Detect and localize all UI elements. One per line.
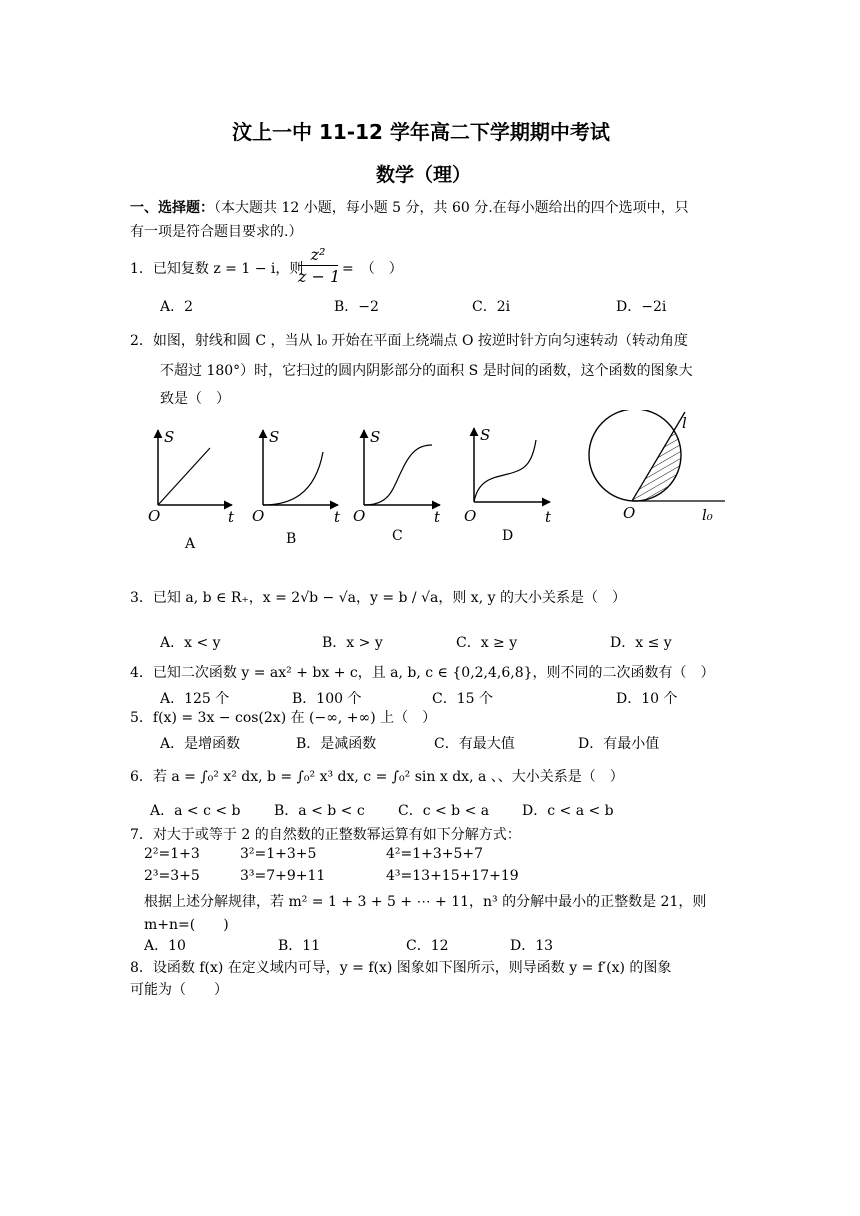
graph-c-axis-x: t [434, 508, 441, 526]
q2-line1: 2．如图，射线和圆 C ，当从 l₀ 开始在平面上绕端点 O 按逆时针方向匀速转动（转动角度 [130, 333, 688, 349]
q1-frac-den: z − 1 [298, 267, 341, 286]
q7-option-a: A．10 [144, 938, 186, 954]
circle-ray-label: l [682, 414, 687, 432]
q1-frac-num: z² [298, 245, 338, 266]
q8-line1: 8．设函数 f(x) 在定义域内可导，y = f(x) 图象如下图所示，则导函数 y = f′(x) 的图象 [130, 960, 672, 976]
q4-option-c: C．15 个 [432, 691, 493, 707]
graph-a-origin: O [148, 507, 161, 525]
graph-a-axis-x: t [228, 508, 235, 526]
graph-a [148, 428, 235, 552]
graph-a-axis-y: S [164, 428, 175, 446]
q3-option-b: B．x > y [322, 635, 383, 651]
q4-option-a: A．125 个 [160, 691, 230, 707]
graph-c [353, 428, 441, 544]
q1-stem-text: 1．已知复数 z = 1 − i，则 [130, 261, 304, 277]
graph-d-origin: O [464, 507, 477, 525]
graph-d-axis-x: t [545, 508, 552, 526]
q7-row1-col1: 2²=1+3 [144, 846, 200, 862]
q7-row1-col3: 4²=1+3+5+7 [386, 846, 484, 862]
q5-stem: 5．f(x) = 3x − cos(2x) 在 (−∞, +∞) 上（ ） [130, 710, 437, 726]
q5-option-a: A．是增函数 [160, 736, 241, 752]
graph-b-origin: O [252, 507, 265, 525]
q7-row2-col1: 2³=3+5 [144, 868, 200, 884]
q7-row2-col2: 3³=7+9+11 [240, 868, 326, 884]
graph-c-origin: O [353, 507, 366, 525]
q1-tail: = （ ） [342, 261, 403, 277]
q5-option-d: D．有最小值 [578, 736, 660, 752]
q2-figure [140, 410, 740, 555]
graph-b-axis-y: S [269, 428, 280, 446]
section-intro-line1: （本大题共 12 小题，每小题 5 分，共 60 分.在每小题给出的四个选项中，只 [214, 200, 689, 216]
q3-option-d: D．x ≤ y [610, 635, 672, 651]
graph-b-axis-x: t [334, 508, 341, 526]
q7-option-b: B．11 [278, 938, 321, 954]
circle-figure [589, 410, 740, 530]
q3-option-a: A．x < y [160, 635, 221, 651]
q1-option-a: A．2 [160, 299, 194, 315]
q1-stem [130, 258, 303, 278]
q2-line3: 致是（ ） [160, 391, 230, 407]
q8-line2: 可能为（ ） [130, 982, 228, 998]
circle-origin: O [623, 504, 636, 522]
q7-option-d: D．13 [510, 938, 554, 954]
q6-option-d: D．c < a < b [522, 803, 614, 819]
q7-row1-col2: 3²=1+3+5 [240, 846, 317, 862]
section-intro [130, 197, 689, 217]
q5-option-b: B．是减函数 [296, 736, 377, 752]
graph-b [252, 428, 341, 547]
circle-start-ray-label: l₀ [702, 506, 713, 524]
section-intro-line2: 有一项是符合题目要求的.） [130, 224, 303, 240]
graph-b-label: B [286, 531, 297, 547]
q7-stem: 7．对大于或等于 2 的自然数的正整数幂运算有如下分解方式： [130, 827, 521, 843]
q5-option-c: C．有最大值 [434, 736, 515, 752]
page-subtitle: 数学（理） [376, 164, 472, 186]
q1-option-b: B．−2 [334, 299, 379, 315]
q3-stem: 3．已知 a, b ∈ R₊，x = 2√b − √a，y = b / √a，则 x, y 的大小关系是（ ） [130, 590, 626, 606]
q7-rule: 根据上述分解规律，若 m² = 1 + 3 + 5 + ⋯ + 11，n³ 的分解中最小的正整数是 21，则 [144, 894, 707, 910]
graph-a-label: A [185, 536, 196, 552]
q4-option-d: D．10 个 [616, 691, 678, 707]
q1-option-c: C．2i [472, 299, 511, 315]
q4-stem: 4．已知二次函数 y = ax² + bx + c，且 a, b, c ∈ {0,2,4,6,8}，则不同的二次函数有（ ） [130, 665, 715, 681]
graph-d-axis-y: S [480, 426, 491, 444]
q2-line2: 不超过 180°）时，它扫过的圆内阴影部分的面积 S 是时间的函数，这个函数的图象大 [160, 363, 693, 379]
q7-option-c: C．12 [406, 938, 449, 954]
section-heading: 一、选择题： [130, 200, 214, 216]
q6-option-c: C．c < b < a [398, 803, 490, 819]
q6-option-a: A．a < c < b [150, 803, 241, 819]
q1-option-d: D．−2i [616, 299, 667, 315]
q7-row2-col3: 4³=13+15+17+19 [386, 868, 519, 884]
q1-fraction [298, 245, 341, 288]
q3-option-c: C．x ≥ y [456, 635, 518, 651]
graph-c-axis-y: S [370, 428, 381, 446]
graph-c-label: C [392, 528, 403, 544]
q6-option-b: B．a < b < c [274, 803, 365, 819]
graph-d [464, 426, 552, 544]
q4-option-b: B．100 个 [292, 691, 362, 707]
graph-d-label: D [502, 528, 514, 544]
q6-stem: 6．若 a = ∫₀² x² dx, b = ∫₀² x³ dx, c = ∫₀² sin x dx, a 、、大小关系是（ ） [130, 769, 624, 785]
q7-ask: m+n=( ) [144, 917, 229, 933]
page-title: 汶上一中 11-12 学年高二下学期期中考试 [232, 120, 610, 144]
